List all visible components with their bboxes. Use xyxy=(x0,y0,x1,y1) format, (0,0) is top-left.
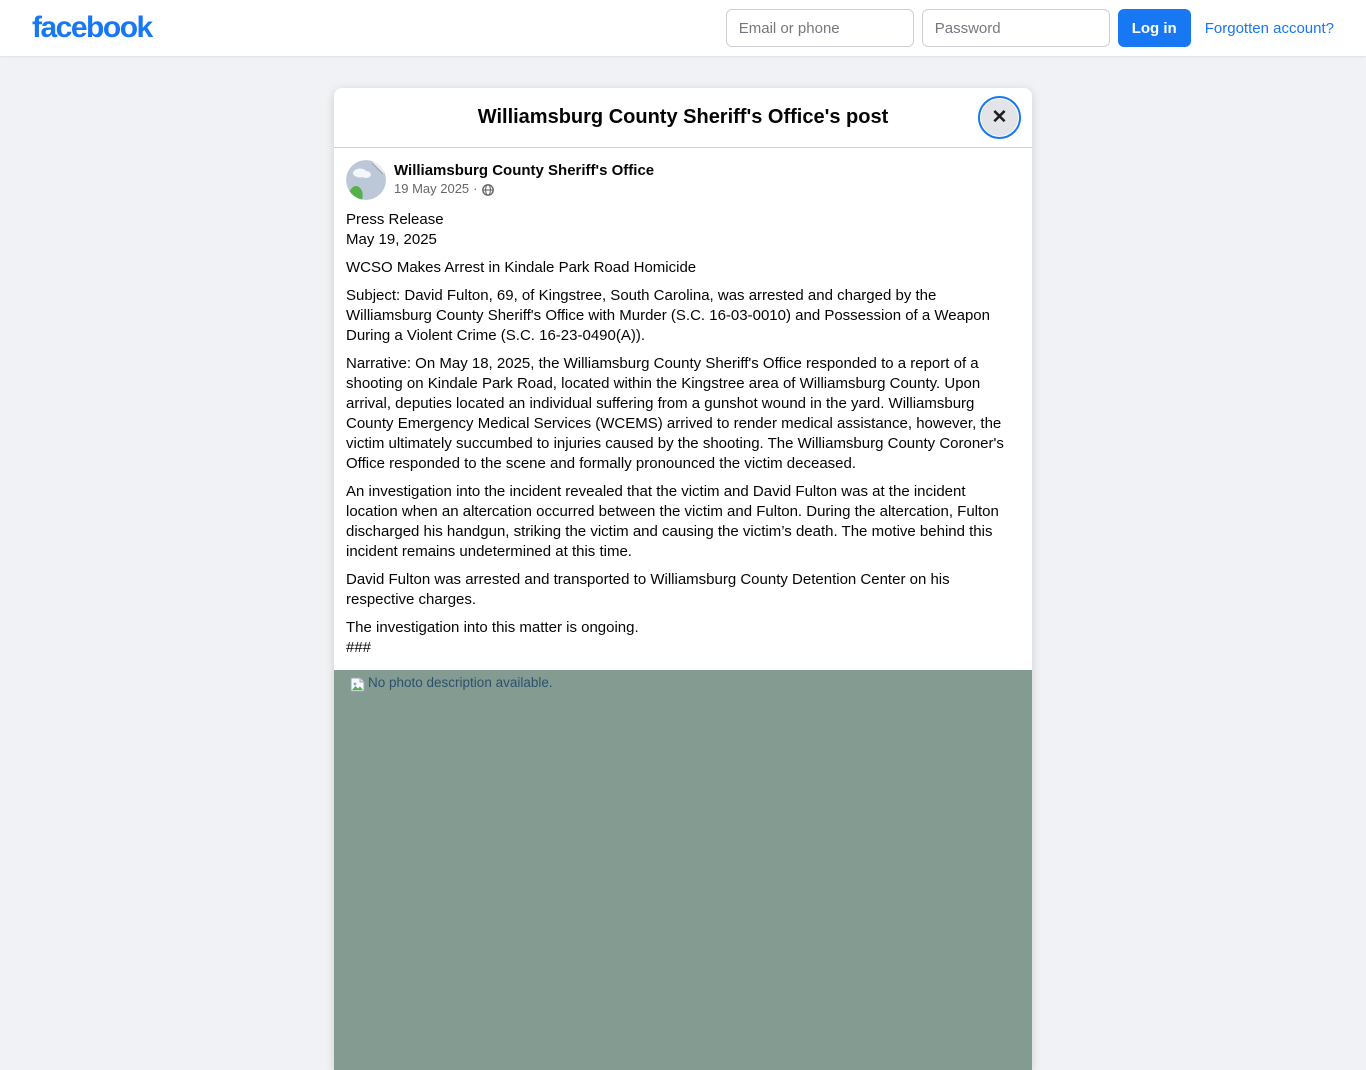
globe-icon xyxy=(482,184,494,196)
email-input[interactable] xyxy=(726,9,914,47)
post-paragraph: David Fulton was arrested and transported to Williamsburg County Detention Center on his respective charges. xyxy=(346,571,950,608)
top-nav xyxy=(0,0,1366,56)
post-header xyxy=(346,160,1020,200)
post-meta xyxy=(394,181,654,198)
modal-title: Williamsburg County Sheriff's Office's post xyxy=(477,106,889,128)
login-button[interactable]: Log in xyxy=(1118,9,1191,47)
broken-image-icon xyxy=(350,677,365,692)
photo-alt-row xyxy=(350,675,1016,692)
meta-separator: · xyxy=(473,180,478,196)
post-date[interactable]: 19 May 2025 xyxy=(394,180,470,196)
post-paragraph: WCSO Makes Arrest in Kindale Park Road Homicide xyxy=(346,259,697,276)
facebook-logo[interactable]: facebook xyxy=(32,11,152,44)
post-photo[interactable] xyxy=(334,670,1032,1070)
broken-avatar-placeholder xyxy=(346,160,386,200)
avatar[interactable] xyxy=(346,160,386,200)
author-name[interactable]: Williamsburg County Sheriff's Office xyxy=(394,162,655,180)
post-paragraph: Press Release May 19, 2025 xyxy=(346,211,444,248)
post-modal xyxy=(334,88,1032,1070)
password-input[interactable] xyxy=(922,9,1110,47)
post-body xyxy=(334,148,1032,670)
close-button[interactable] xyxy=(981,99,1018,136)
post-paragraph: Subject: David Fulton, 69, of Kingstree, South Carolina, was arrested and charged by the Williamsburg County Sheriff's Office with Murder (S.C. 16-03-0010) and Possession of a Weapon During a Violent Crime (S.C. 16-23-0490(A)). xyxy=(346,287,990,344)
post-paragraph: An investigation into the incident revealed that the victim and David Fulton was at the incident location when an altercation occurred between the victim and Fulton. During the altercation, Fulton discharged his handgun, striking the victim and causing the victim’s death. The motive behind this incident remains undetermined at this time. xyxy=(346,483,999,560)
modal-header xyxy=(334,88,1032,148)
login-form xyxy=(726,9,1334,47)
post-paragraph: Narrative: On May 18, 2025, the Williamsburg County Sheriff's Office responded to a report of a shooting on Kindale Park Road, located within the Kingstree area of Williamsburg County. Upon arrival, deputies located an individual suffering from a gunshot wound in the yard. Williamsburg County Emergency Medical Services (WCEMS) arrived to render medical assistance, however, the victim ultimately succumbed to injuries caused by the shooting. The Williamsburg County Coroner's Office responded to the scene and formally pronounced the victim deceased. xyxy=(346,355,1004,472)
close-icon: ✕ xyxy=(991,107,1008,128)
post-text xyxy=(346,210,1020,658)
post-paragraph: The investigation into this matter is ongoing. ### xyxy=(346,619,639,656)
photo-alt-text: No photo description available. xyxy=(368,675,553,690)
forgotten-account-link[interactable]: Forgotten account? xyxy=(1204,19,1334,37)
post-header-text xyxy=(394,162,654,198)
